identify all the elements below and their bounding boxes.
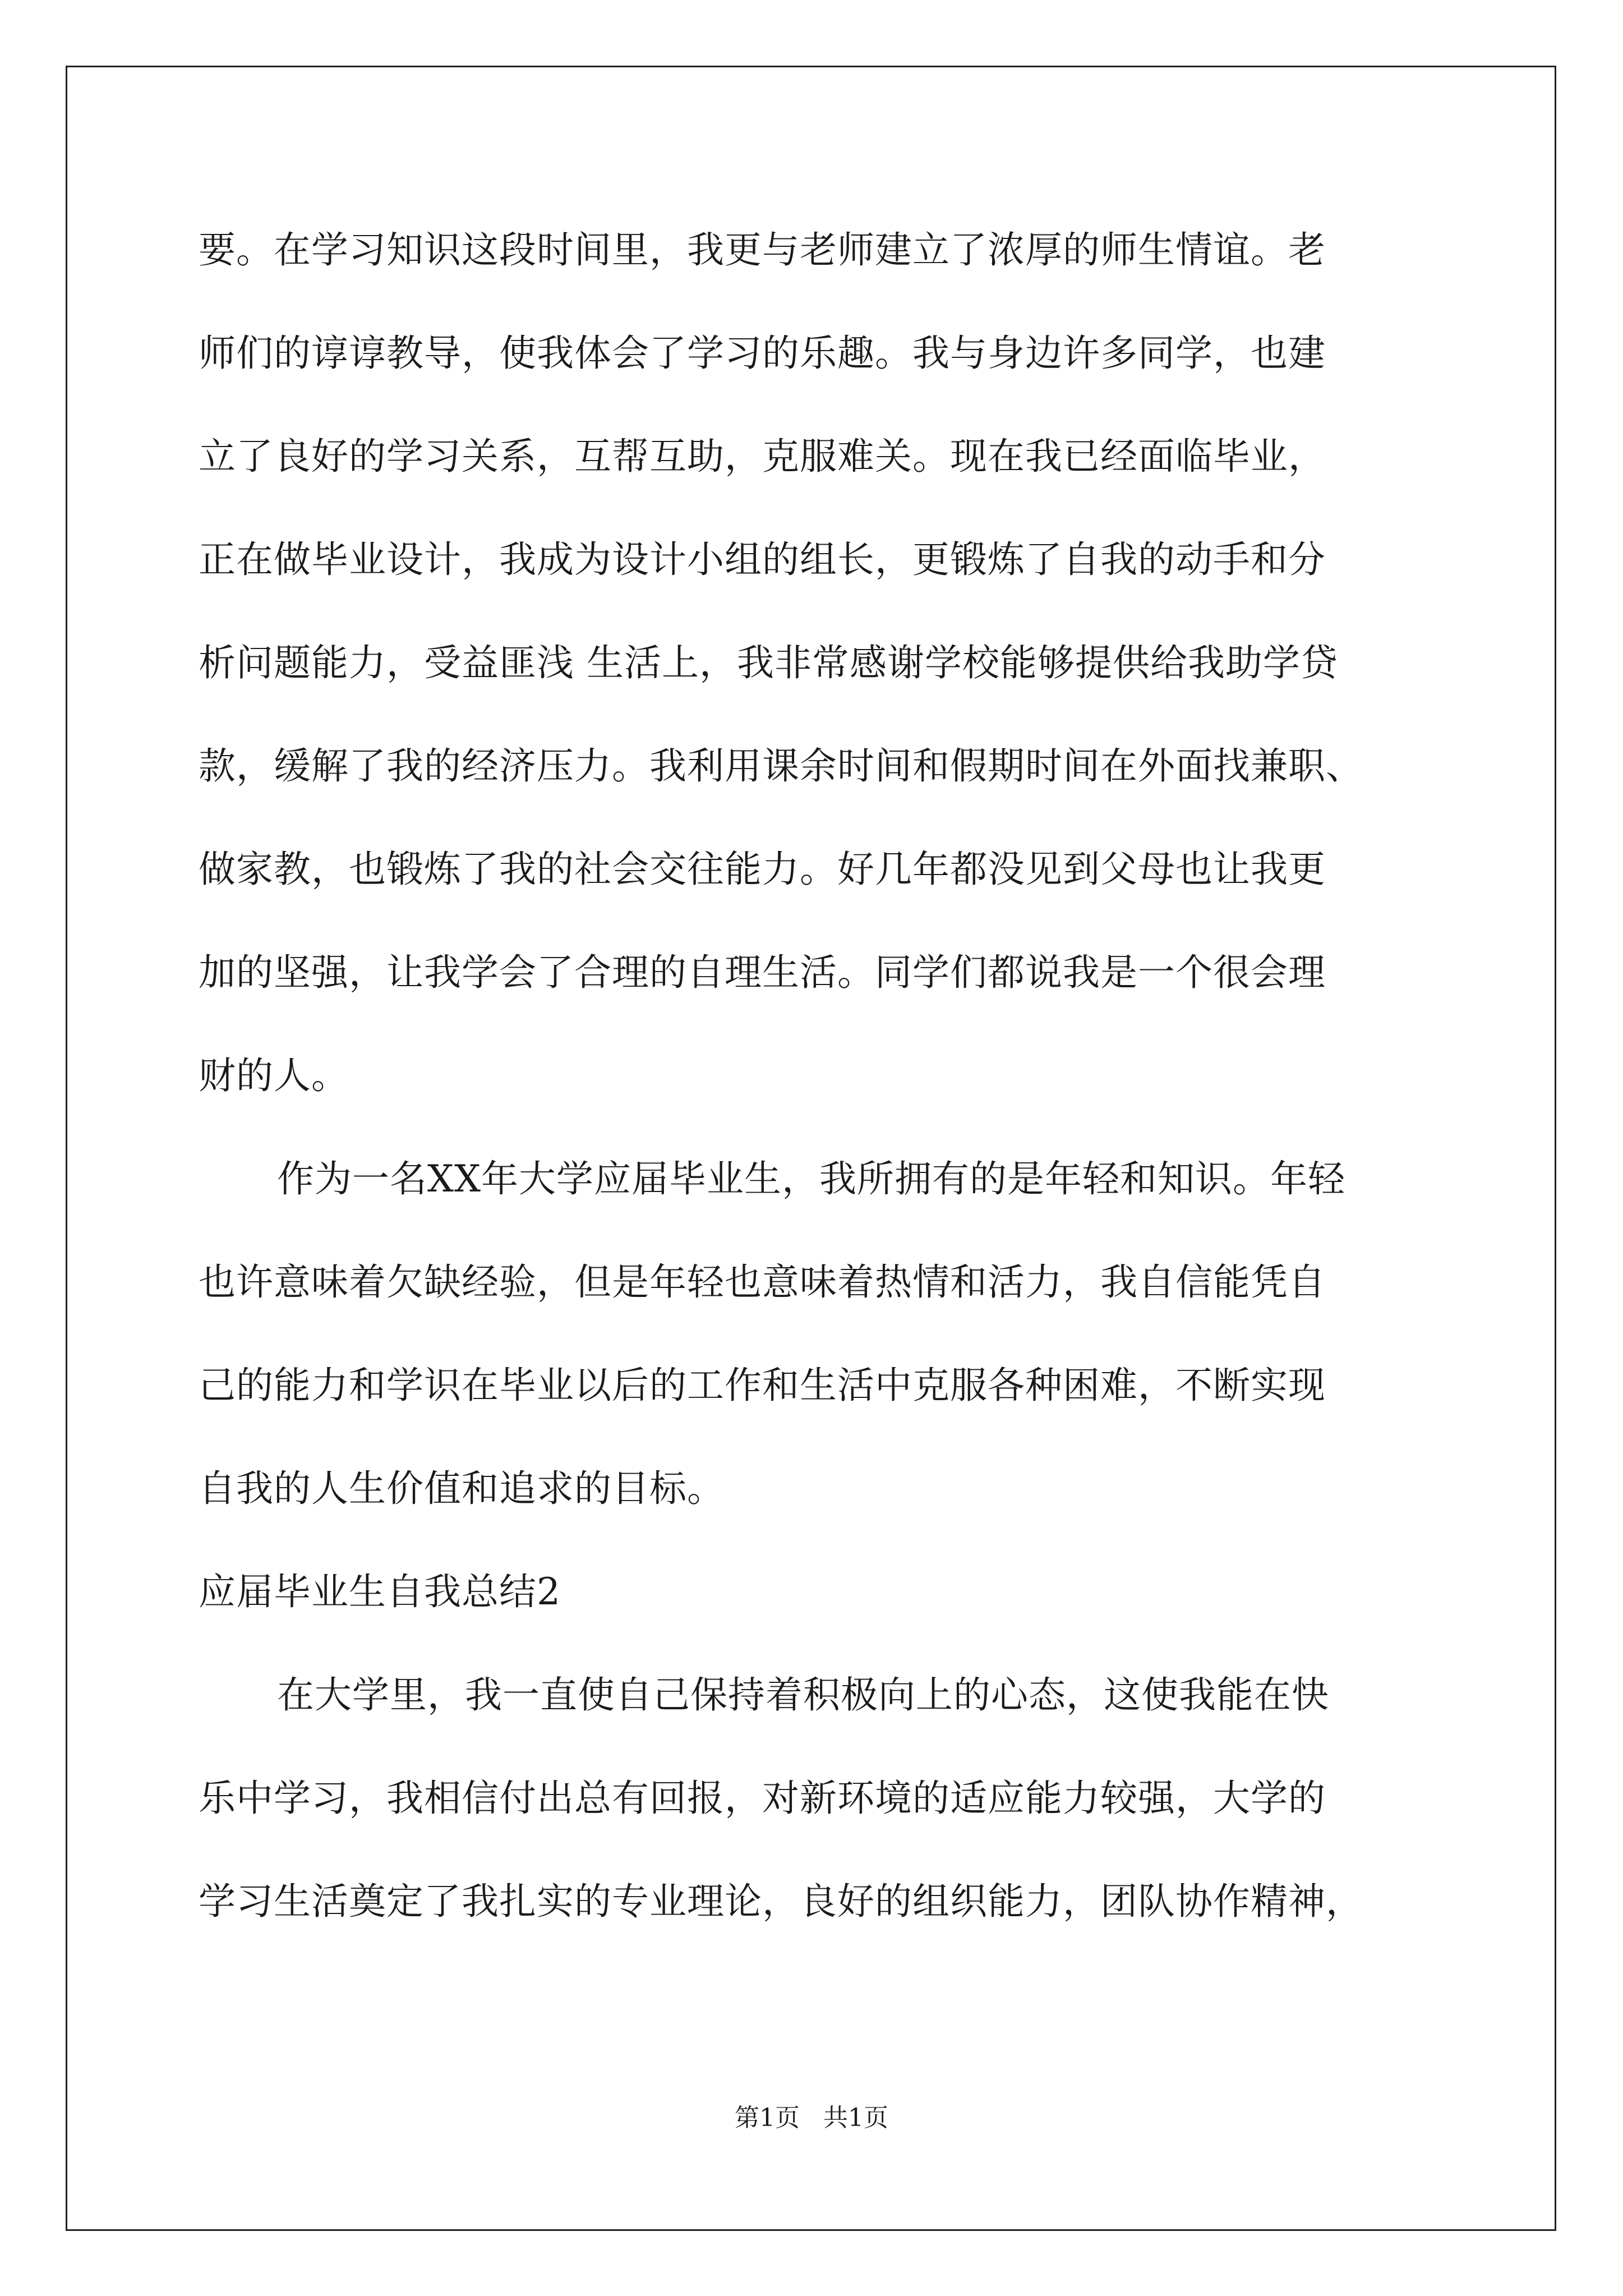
body-text-line: 款，缓解了我的经济压力。我利用课余时间和假期时间在外面找兼职、 <box>199 744 1363 788</box>
section-heading: 应届毕业生自我总结2 <box>199 1570 561 1613</box>
body-text-line: 学习生活奠定了我扎实的专业理论，良好的组织能力，团队协作精神， <box>199 1880 1363 1923</box>
body-text-line: 析问题能力，受益匪浅 生活上，我非常感谢学校能够提供给我助学贷 <box>199 641 1338 684</box>
body-text-line: 也许意味着欠缺经验，但是年轻也意味着热情和活力，我自信能凭自 <box>199 1260 1326 1304</box>
paragraph-first-line: 在大学里，我一直使自己保持着积极向上的心态，这使我能在快 <box>277 1673 1329 1717</box>
page-number-footer: 第1页 共1页 <box>735 2104 888 2132</box>
paragraph-first-line: 作为一名XX年大学应届毕业生，我所拥有的是年轻和知识。年轻 <box>277 1157 1345 1200</box>
body-text-line: 要。在学习知识这段时间里，我更与老师建立了浓厚的师生情谊。老 <box>199 228 1326 272</box>
body-text-line: 自我的人生价值和追求的目标。 <box>199 1467 725 1510</box>
body-text-line: 师们的谆谆教导，使我体会了学习的乐趣。我与身边许多同学，也建 <box>199 332 1326 375</box>
body-text-line: 立了良好的学习关系，互帮互助，克服难关。现在我已经面临毕业， <box>199 435 1326 478</box>
body-text-line: 加的坚强，让我学会了合理的自理生活。同学们都说我是一个很会理 <box>199 951 1326 994</box>
body-text-line: 己的能力和学识在毕业以后的工作和生活中克服各种困难，不断实现 <box>199 1364 1326 1407</box>
body-text-line: 正在做毕业设计，我成为设计小组的组长，更锻炼了自我的动手和分 <box>199 538 1326 581</box>
body-text-line: 财的人。 <box>199 1054 349 1097</box>
body-text-line: 做家教，也锻炼了我的社会交往能力。好几年都没见到父母也让我更 <box>199 848 1326 891</box>
body-text-line: 乐中学习，我相信付出总有回报，对新环境的适应能力较强，大学的 <box>199 1777 1326 1820</box>
